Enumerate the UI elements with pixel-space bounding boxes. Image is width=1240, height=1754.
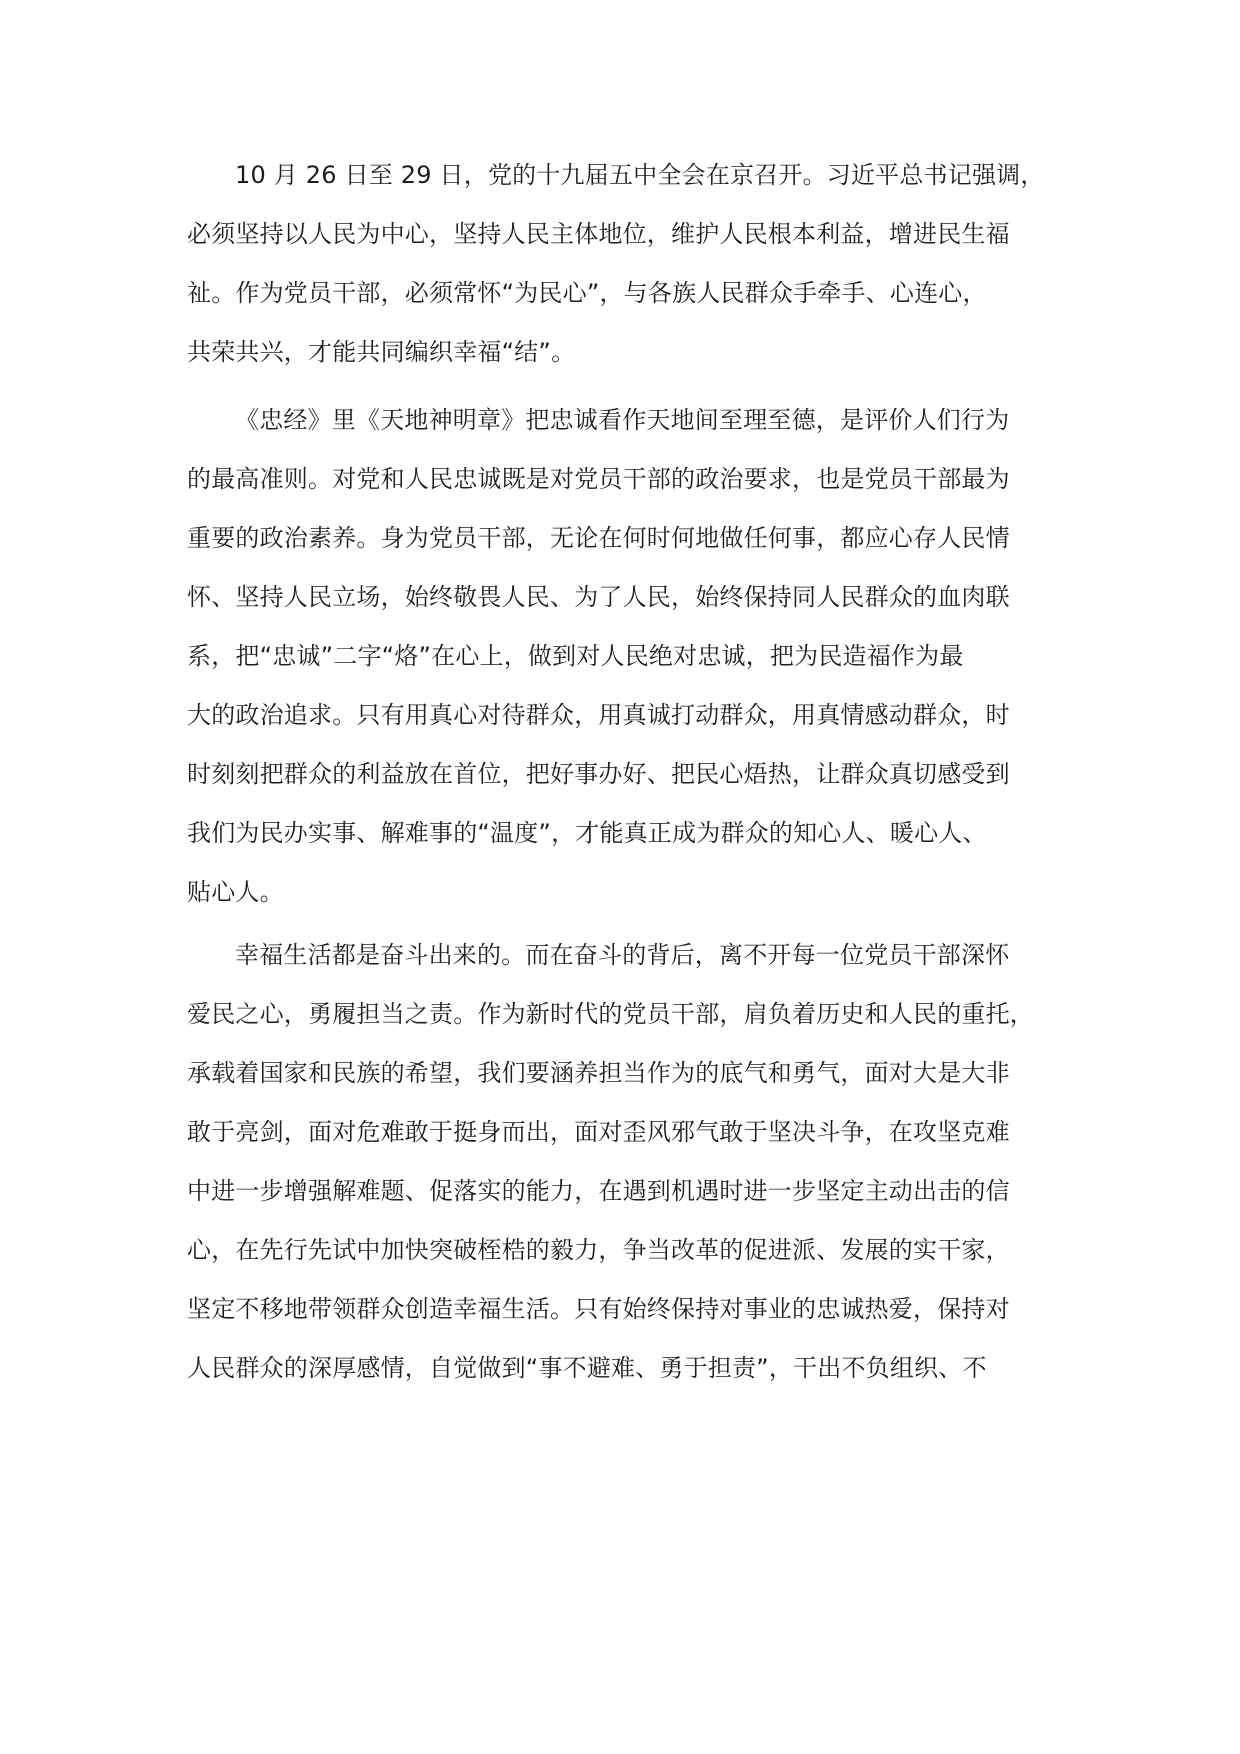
paragraph-line: 重要的政治素养。身为党员干部，无论在何时何地做任何事，都应心存人民情 xyxy=(187,524,1010,552)
paragraph-line: 系，把“忠诚”二字“烙”在心上，做到对人民绝对忠诚，把为民造福作为最 xyxy=(187,642,964,670)
paragraph-line: 共荣共兴，才能共同编织幸福“结”。 xyxy=(187,338,576,366)
paragraph-line: 坚定不移地带领群众创造幸福生活。只有始终保持对事业的忠诚热爱，保持对 xyxy=(187,1295,1010,1323)
paragraph-line: 《忠经》里《天地神明章》把忠诚看作天地间至理至德，是评价人们行为 xyxy=(235,406,1010,434)
paragraph-line: 心，在先行先试中加快突破桎梏的毅力，争当改革的促进派、发展的实干家， xyxy=(187,1236,1010,1264)
paragraph-line: 我们为民办实事、解难事的“温度”，才能真正成为群众的知心人、暖心人、 xyxy=(187,819,987,847)
paragraph-line: 的最高准则。对党和人民忠诚既是对党员干部的政治要求，也是党员干部最为 xyxy=(187,465,1010,493)
paragraph-line: 人民群众的深厚感情，自觉做到“事不避难、勇于担责”，干出不负组织、不 xyxy=(187,1354,987,1382)
paragraph-line: 贴心人。 xyxy=(187,878,284,906)
paragraph-line: 承载着国家和民族的希望，我们要涵养担当作为的底气和勇气，面对大是大非 xyxy=(187,1059,1010,1087)
paragraph-line: 怀、坚持人民立场，始终敬畏人民、为了人民，始终保持同人民群众的血肉联 xyxy=(187,583,1010,611)
paragraph-line: 时刻刻把群众的利益放在首位，把好事办好、把民心焐热，让群众真切感受到 xyxy=(187,760,1010,788)
paragraph-line: 爱民之心，勇履担当之责。作为新时代的党员干部，肩负着历史和人民的重托， xyxy=(187,1000,1034,1028)
paragraph-line: 大的政治追求。只有用真心对待群众，用真诚打动群众，用真情感动群众，时 xyxy=(187,701,1010,729)
paragraph-line: 中进一步增强解难题、促落实的能力，在遇到机遇时进一步坚定主动出击的信 xyxy=(187,1177,1010,1205)
paragraph-line: 必须坚持以人民为中心，坚持人民主体地位，维护人民根本利益，增进民生福 xyxy=(187,220,1010,248)
paragraph-line: 10 月 26 日至 29 日，党的十九届五中全会在京召开。习近平总书记强调， xyxy=(235,161,1045,189)
paragraph-line: 敢于亮剑，面对危难敢于挺身而出，面对歪风邪气敢于坚决斗争，在攻坚克难 xyxy=(187,1118,1010,1146)
paragraph-line: 幸福生活都是奋斗出来的。而在奋斗的背后，离不开每一位党员干部深怀 xyxy=(235,941,1010,969)
paragraph-line: 祉。作为党员干部，必须常怀“为民心”，与各族人民群众手牵手、心连心， xyxy=(187,279,987,307)
